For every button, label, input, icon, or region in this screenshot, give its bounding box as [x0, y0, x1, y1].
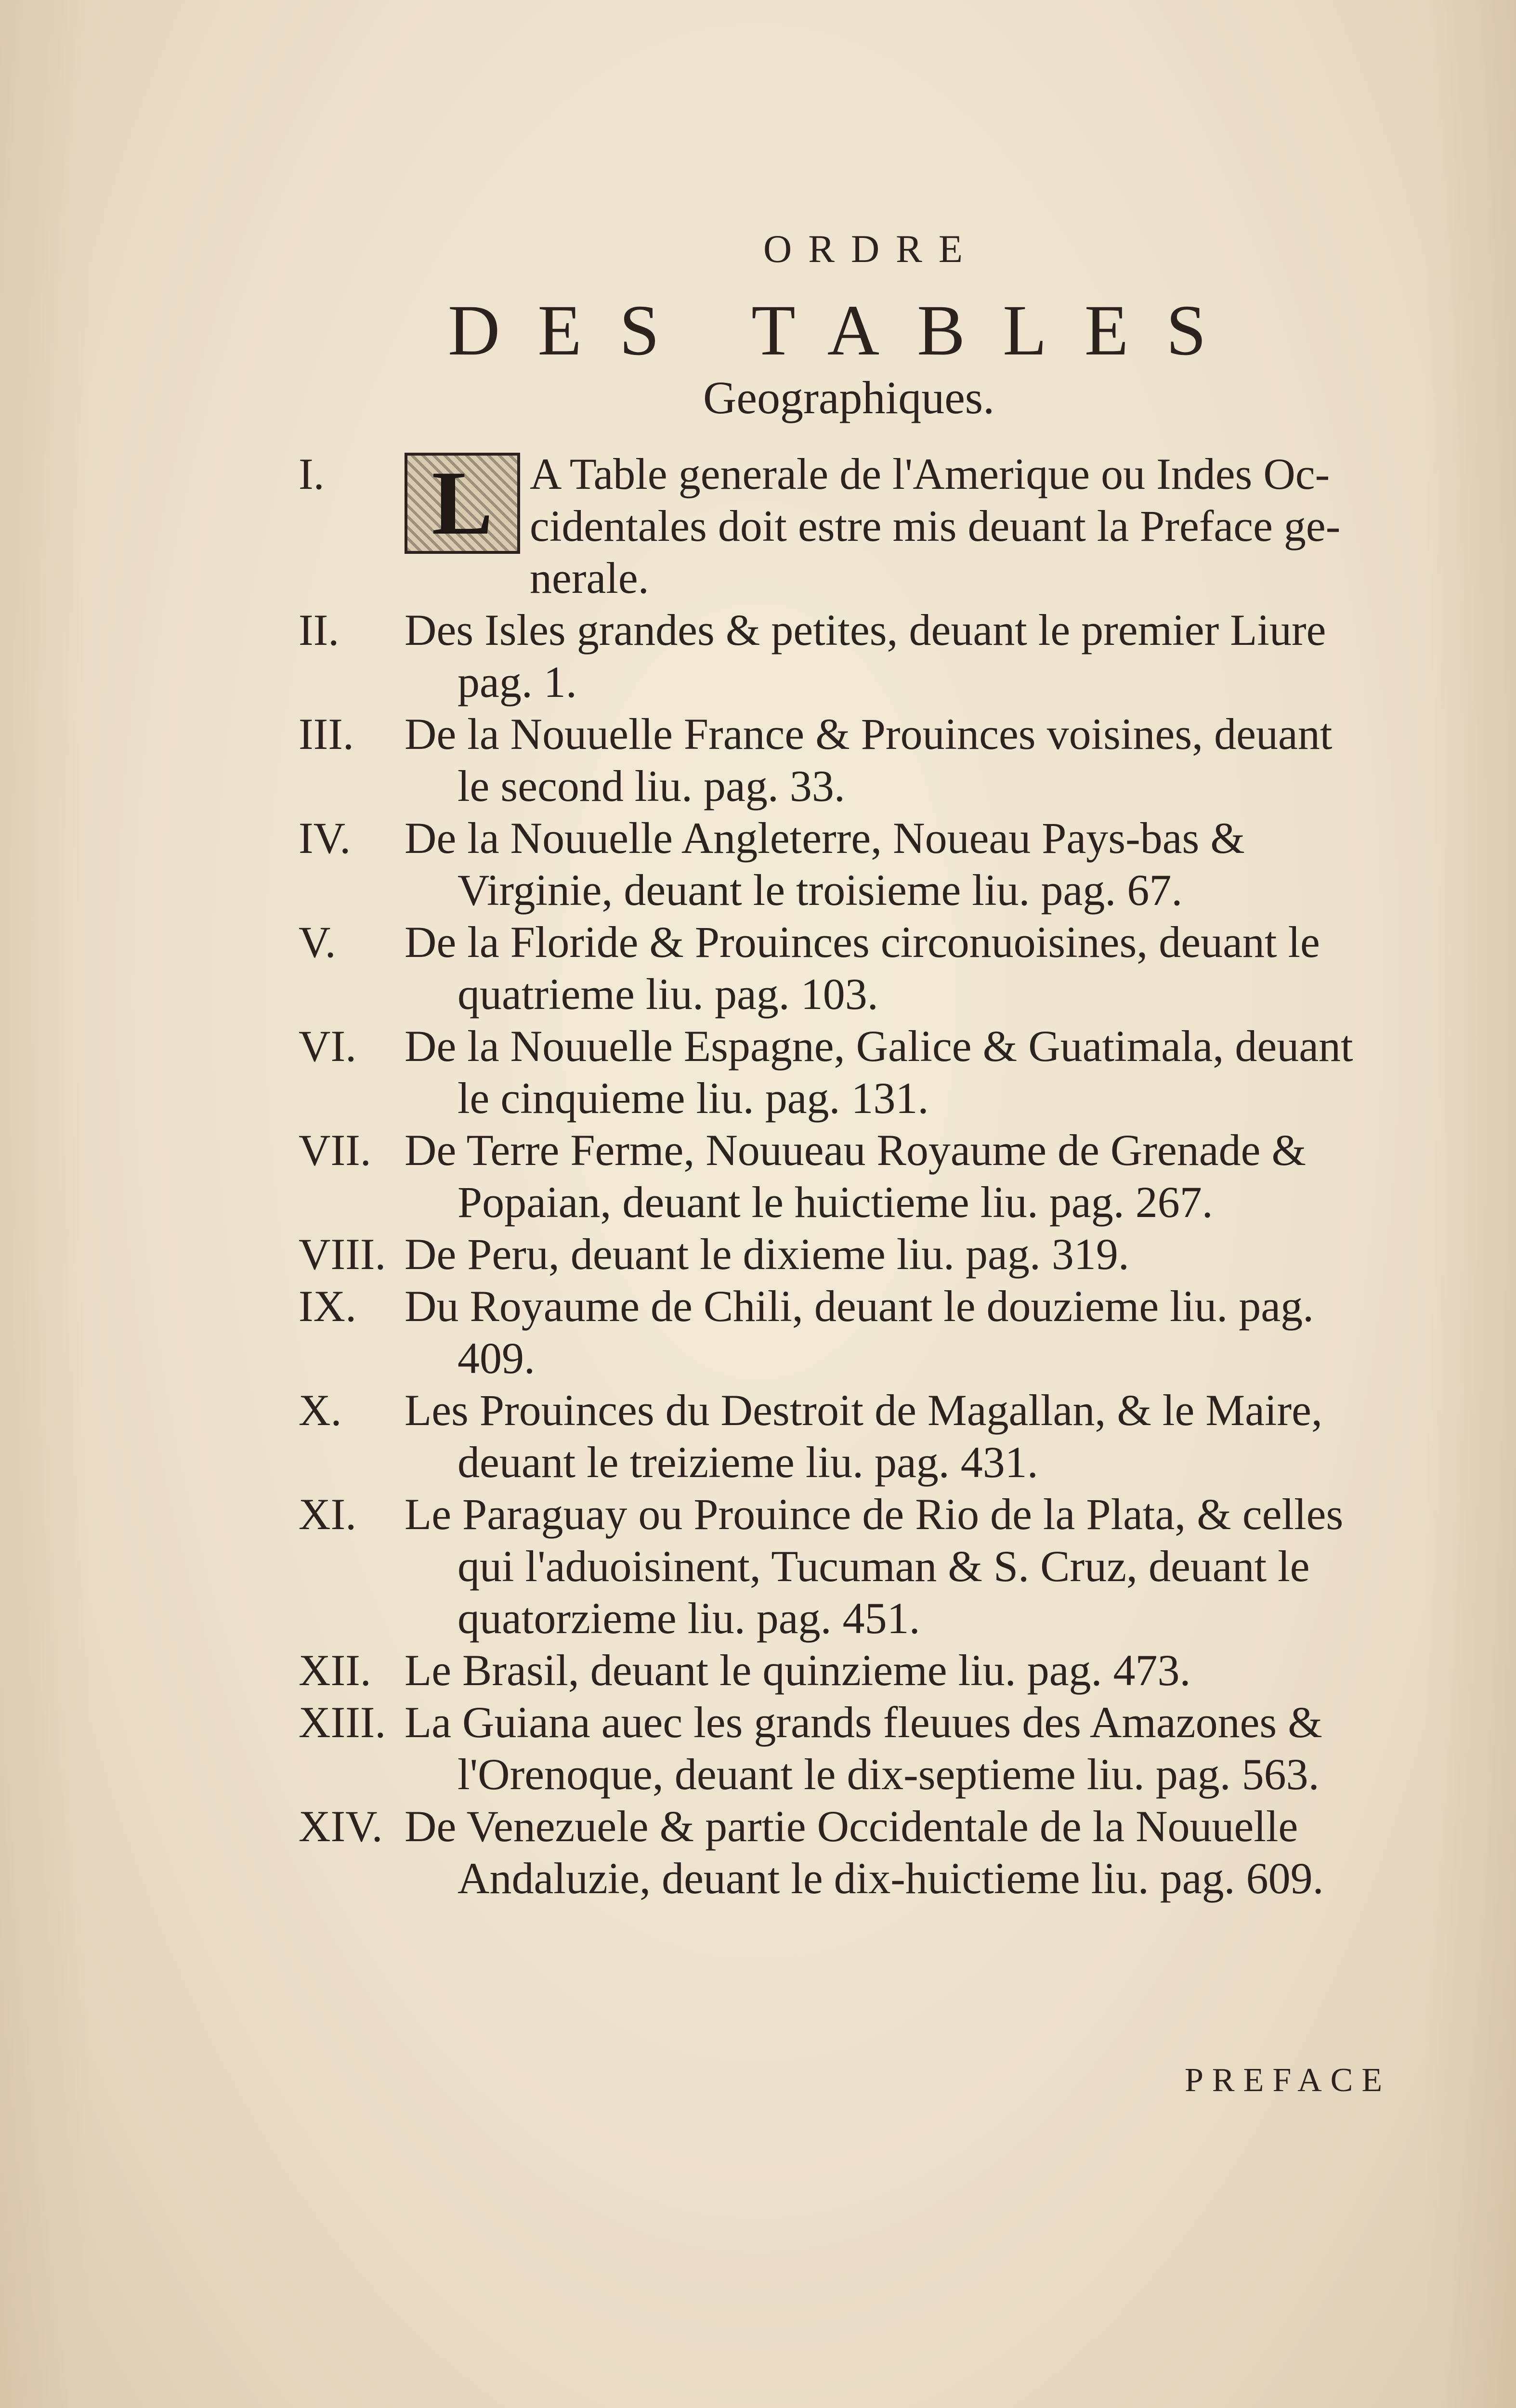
toc-entry [299, 1800, 1454, 1904]
entry-number: XIII. [299, 1698, 386, 1747]
toc-entry [299, 1280, 1454, 1384]
entry-number: V. [299, 917, 336, 967]
entry-line: le cinquieme liu. pag. 131. [457, 1073, 929, 1123]
entry-number: I. [299, 449, 325, 498]
toc-entry [299, 1124, 1454, 1228]
entry-line: Le Brasil, deuant le quinzieme liu. pag. 473. [405, 1646, 1191, 1695]
entry-line: Virginie, deuant le troisieme liu. pag. 67. [457, 865, 1183, 915]
entry-line: pag. 1. [457, 657, 577, 707]
toc-entry [299, 1384, 1454, 1488]
entry-number: II. [299, 605, 340, 654]
entry-number: XI. [299, 1490, 357, 1539]
entry-line: Du Royaume de Chili, deuant le douzieme liu. pag. [405, 1282, 1314, 1331]
toc-entry [299, 1228, 1454, 1280]
entry-number: IX. [299, 1282, 357, 1331]
entry-line: Andaluzie, deuant le dix-huictieme liu. pag. 609. [457, 1854, 1324, 1903]
entry-number: XIV. [299, 1802, 383, 1851]
toc-entry [299, 1644, 1454, 1696]
entry-line: De la Nouuelle France & Prouinces voisines, deuant [405, 709, 1333, 759]
entry-number: VII. [299, 1125, 371, 1175]
toc-entry [299, 604, 1454, 708]
entry-line: Le Paraguay ou Prouince de Rio de la Plata, & celles [405, 1490, 1344, 1539]
title-tables: DES TABLES [448, 290, 1244, 370]
toc-entry [299, 812, 1454, 916]
entry-line: De Venezuele & partie Occidentale de la Nouuelle [405, 1802, 1298, 1851]
toc-entry [299, 1020, 1454, 1124]
entry-line: le second liu. pag. 33. [457, 761, 845, 811]
toc-entry [299, 1488, 1454, 1644]
entry-line: l'Orenoque, deuant le dix-septieme liu. pag. 563. [457, 1750, 1320, 1799]
entry-line: Les Prouinces du Destroit de Magallan, & le Maire, [405, 1386, 1322, 1435]
entry-line: quatrieme liu. pag. 103. [457, 969, 878, 1019]
entry-line: 409. [457, 1334, 535, 1383]
table-of-contents [299, 448, 1454, 1904]
catchword: PREFACE [1185, 2062, 1391, 2099]
entry-number: VI. [299, 1021, 357, 1071]
drop-cap: L [405, 453, 520, 554]
entry-number: VIII. [299, 1230, 386, 1279]
entry-line: De Terre Ferme, Nouueau Royaume de Grenade & [405, 1125, 1307, 1175]
entry-line: De la Floride & Prouinces circonuoisines, deuant le [405, 917, 1320, 967]
title-geographiques: Geographiques. [703, 372, 995, 423]
entry-line: nerale. [530, 553, 649, 602]
entry-line: cidentales doit estre mis deuant la Preface ge- [530, 501, 1341, 550]
entry-line: qui l'aduoisinent, Tucuman & S. Cruz, deuant le [457, 1542, 1310, 1591]
toc-entry [299, 1696, 1454, 1800]
entry-number: XII. [299, 1646, 371, 1695]
entry-number: X. [299, 1386, 342, 1435]
toc-entry [299, 916, 1454, 1020]
entry-number: IV. [299, 813, 351, 863]
entry-line: A Table generale de l'Amerique ou Indes Oc- [530, 449, 1330, 498]
entry-line: De Peru, deuant le dixieme liu. pag. 319. [405, 1230, 1129, 1279]
entry-line: deuant le treizieme liu. pag. 431. [457, 1438, 1038, 1487]
entry-line: La Guiana auec les grands fleuues des Amazones & [405, 1698, 1322, 1747]
toc-entry [299, 448, 1454, 604]
entry-line: De la Nouuelle Espagne, Galice & Guatimala, deuant [405, 1021, 1353, 1071]
entry-line: quatorzieme liu. pag. 451. [457, 1594, 920, 1643]
entry-line: De la Nouuelle Angleterre, Noueau Pays-bas & [405, 813, 1245, 863]
toc-entry [299, 708, 1454, 812]
entry-line: Popaian, deuant le huictieme liu. pag. 267. [457, 1178, 1213, 1227]
entry-number: III. [299, 709, 354, 759]
entry-line: Des Isles grandes & petites, deuant le premier Liure [405, 605, 1326, 654]
title-ordre: ORDRE [763, 227, 979, 271]
